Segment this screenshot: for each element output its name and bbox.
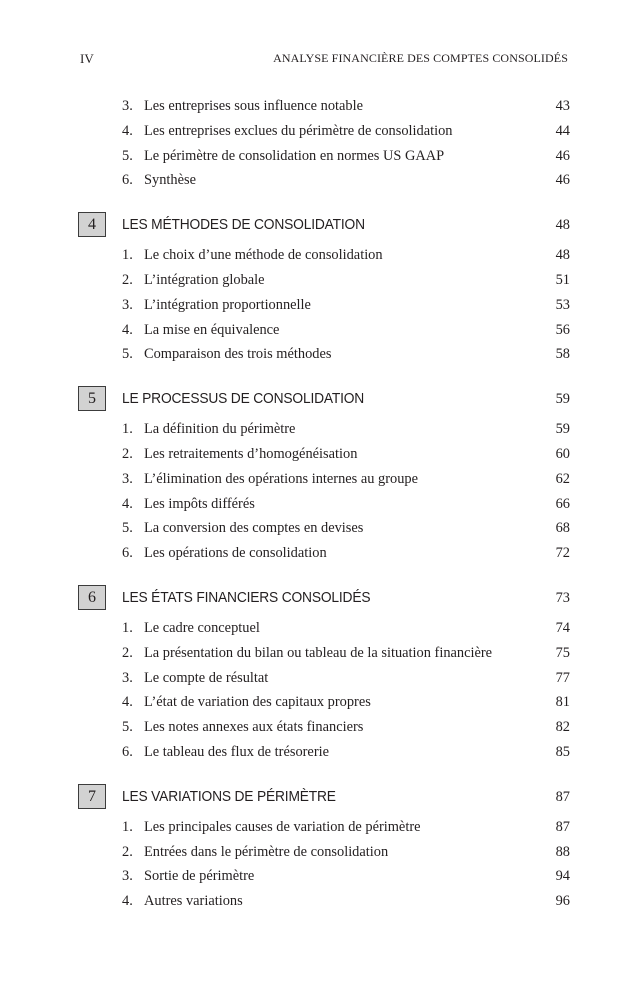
- entry-page: 72: [555, 545, 570, 562]
- entry-page: 74: [555, 619, 570, 636]
- entry-title: La mise en équivalence: [144, 321, 280, 338]
- entry-number: 3.: [122, 296, 133, 313]
- toc-entry[interactable]: [78, 616, 570, 641]
- entry-page: 87: [555, 818, 570, 835]
- entry-title: La conversion des comptes en devises: [144, 520, 364, 537]
- entry-number: 4.: [122, 694, 133, 711]
- entry-number: 1.: [122, 818, 133, 835]
- entry-number: 2.: [122, 843, 133, 860]
- entry-page: 82: [555, 719, 570, 736]
- entry-number: 4.: [122, 321, 133, 338]
- entry-title: Le périmètre de consolidation en normes US GAAP: [144, 147, 445, 164]
- chapter-title: LE PROCESSUS DE CONSOLIDATION: [122, 390, 365, 408]
- entry-page: 88: [555, 843, 570, 860]
- entry-number: 3.: [122, 669, 133, 686]
- entry-number: 2.: [122, 445, 133, 462]
- entry-page: 43: [555, 98, 570, 114]
- entry-title: Comparaison des trois méthodes: [144, 346, 332, 363]
- page-number: IV: [80, 51, 94, 66]
- entry-title: L’intégration globale: [144, 271, 265, 288]
- entry-title: Le cadre conceptuel: [144, 619, 260, 636]
- entry-title: Sortie de périmètre: [144, 868, 255, 885]
- entry-number: 4.: [122, 122, 133, 139]
- entry-title: Les notes annexes aux états financiers: [144, 719, 364, 736]
- entry-page: 59: [555, 421, 570, 438]
- toc-entry[interactable]: [78, 243, 570, 268]
- chapter-title: LES MÉTHODES DE CONSOLIDATION: [122, 216, 365, 234]
- entry-page: 62: [555, 470, 570, 487]
- entry-number: 1.: [122, 421, 133, 438]
- chapter-heading[interactable]: [78, 384, 570, 414]
- entry-page: 94: [555, 868, 570, 885]
- toc-entry[interactable]: [78, 119, 570, 144]
- toc-entry[interactable]: [78, 144, 570, 169]
- toc-entry[interactable]: [78, 666, 570, 691]
- toc-entry[interactable]: [78, 318, 570, 343]
- chapter-heading[interactable]: [78, 583, 570, 613]
- entry-title: Les opérations de consolidation: [144, 545, 327, 562]
- entry-title: Les impôts différés: [144, 495, 255, 512]
- entry-number: 5.: [122, 719, 133, 736]
- toc-entry[interactable]: [78, 840, 570, 865]
- chapter-page: 73: [555, 589, 570, 606]
- entry-title: Entrées dans le périmètre de consolidation: [144, 843, 389, 860]
- toc-entry[interactable]: [78, 293, 570, 318]
- entry-number: 5.: [122, 147, 133, 164]
- entry-number: 3.: [122, 470, 133, 487]
- entry-number: 4.: [122, 495, 133, 512]
- toc-entry[interactable]: [78, 268, 570, 293]
- entry-page: 77: [555, 669, 570, 686]
- table-of-contents: [78, 94, 570, 914]
- toc-entry[interactable]: [78, 168, 570, 193]
- entry-title: L’intégration proportionnelle: [144, 296, 311, 313]
- entry-title: La présentation du bilan ou tableau de la situation financière: [144, 644, 493, 661]
- entry-number: 5.: [122, 520, 133, 537]
- chapter-6-section: [78, 583, 570, 765]
- entry-number: 3.: [122, 98, 133, 114]
- entry-title: Les entreprises sous influence notable: [144, 98, 363, 114]
- entry-number: 3.: [122, 868, 133, 885]
- entry-page: 75: [555, 644, 570, 661]
- chapter-page: 48: [555, 217, 570, 234]
- toc-entry[interactable]: [78, 815, 570, 840]
- toc-entry[interactable]: [78, 417, 570, 442]
- entry-title: Les entreprises exclues du périmètre de consolidation: [144, 122, 453, 139]
- toc-entry[interactable]: [78, 492, 570, 517]
- chapter-heading[interactable]: [78, 210, 570, 240]
- chapter-number-badge: 5: [78, 386, 106, 411]
- chapter-7-section: [78, 782, 570, 914]
- entry-page: 96: [555, 893, 570, 910]
- chapter-heading[interactable]: [78, 782, 570, 812]
- running-title: ANALYSE FINANCIÈRE DES COMPTES CONSOLIDÉS: [273, 51, 568, 65]
- toc-entry[interactable]: [78, 516, 570, 541]
- chapter-page: 87: [555, 788, 570, 805]
- toc-entry[interactable]: [78, 94, 570, 119]
- entry-page: 46: [555, 172, 570, 189]
- entry-title: La définition du périmètre: [144, 421, 296, 438]
- entry-page: 60: [555, 445, 570, 462]
- entry-page: 48: [555, 247, 570, 264]
- entry-title: Les principales causes de variation de périmètre: [144, 818, 421, 835]
- entry-title: Autres variations: [144, 893, 243, 910]
- entry-number: 4.: [122, 893, 133, 910]
- entry-number: 5.: [122, 346, 133, 363]
- toc-entry[interactable]: [78, 690, 570, 715]
- chapter-number-badge: 4: [78, 212, 106, 237]
- chapter-number-badge: 6: [78, 585, 106, 610]
- entry-number: 6.: [122, 743, 133, 760]
- entry-number: 6.: [122, 545, 133, 562]
- toc-entry[interactable]: [78, 541, 570, 566]
- toc-entry[interactable]: [78, 467, 570, 492]
- chapter-5-section: [78, 384, 570, 566]
- entry-title: L’état de variation des capitaux propres: [144, 694, 371, 711]
- entry-title: L’élimination des opérations internes au groupe: [144, 470, 419, 487]
- intro-section: [78, 94, 570, 193]
- entry-number: 1.: [122, 247, 133, 264]
- toc-entry[interactable]: [78, 715, 570, 740]
- running-header: [80, 51, 568, 67]
- entry-title: Les retraitements d’homogénéisation: [144, 445, 358, 462]
- entry-page: 66: [555, 495, 570, 512]
- entry-page: 81: [555, 694, 570, 711]
- toc-entry[interactable]: [78, 641, 570, 666]
- entry-page: 56: [555, 321, 570, 338]
- entry-title: Le tableau des flux de trésorerie: [144, 743, 329, 760]
- entry-number: 1.: [122, 619, 133, 636]
- entry-number: 2.: [122, 644, 133, 661]
- entry-page: 51: [555, 271, 570, 288]
- chapter-4-section: [78, 210, 570, 367]
- toc-entry[interactable]: [78, 442, 570, 467]
- entry-number: 6.: [122, 172, 133, 189]
- entry-title: Synthèse: [144, 172, 196, 189]
- entry-page: 85: [555, 743, 570, 760]
- entry-title: Le choix d’une méthode de consolidation: [144, 247, 383, 264]
- entry-title: Le compte de résultat: [144, 669, 269, 686]
- chapter-title: LES ÉTATS FINANCIERS CONSOLIDÉS: [122, 588, 371, 606]
- chapter-page: 59: [555, 391, 570, 408]
- chapter-number-badge: 7: [78, 784, 106, 809]
- toc-entry[interactable]: [78, 864, 570, 889]
- entry-number: 2.: [122, 271, 133, 288]
- toc-entry[interactable]: [78, 342, 570, 367]
- toc-entry[interactable]: [78, 889, 570, 914]
- entry-page: 46: [555, 147, 570, 164]
- entry-page: 58: [555, 346, 570, 363]
- chapter-title: LES VARIATIONS DE PÉRIMÈTRE: [122, 787, 336, 805]
- toc-entry[interactable]: [78, 740, 570, 765]
- entry-page: 68: [555, 520, 570, 537]
- entry-page: 44: [555, 122, 570, 139]
- entry-page: 53: [555, 296, 570, 313]
